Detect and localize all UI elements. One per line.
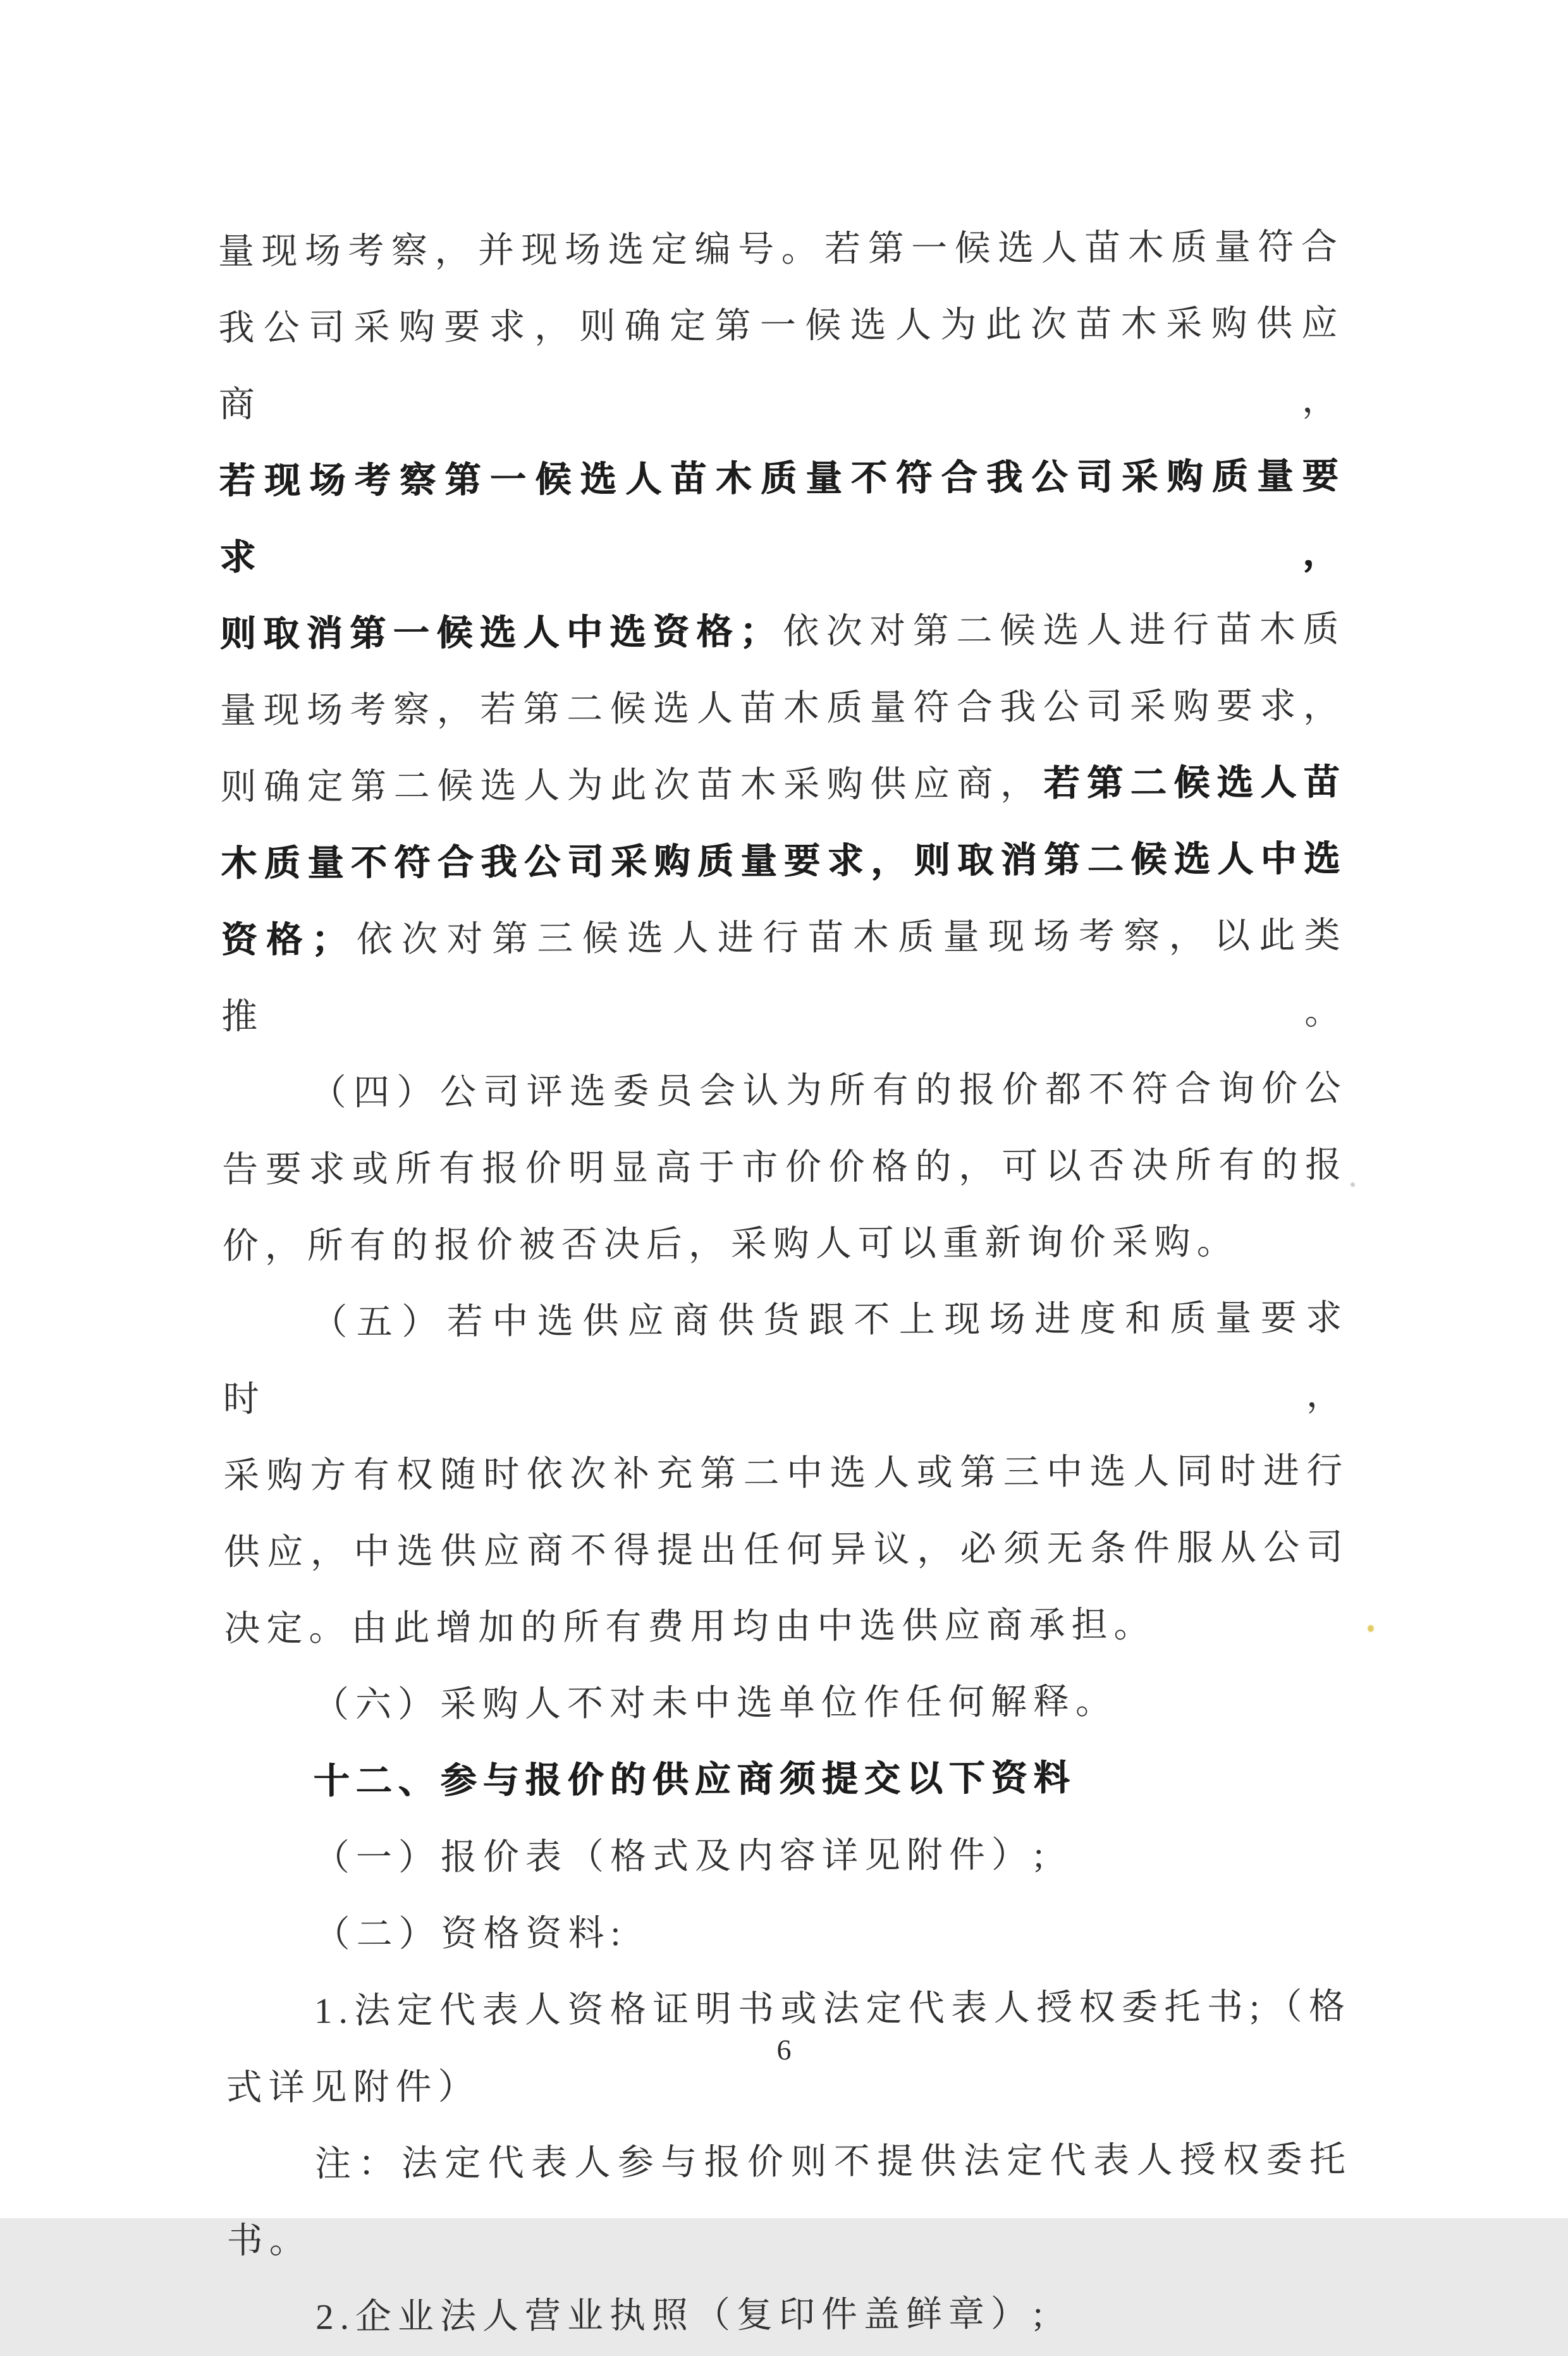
text-segment-bold: 若第二候选人苗 — [1043, 763, 1346, 804]
doc-line — [219, 591, 1345, 673]
text-segment: 则确定第二候选人为此次苗木采购供应商， — [220, 764, 1044, 807]
doc-line — [226, 2198, 1352, 2279]
doc-line — [222, 1203, 1348, 1285]
doc-line — [221, 897, 1347, 1055]
doc-line — [219, 438, 1345, 596]
text-segment: 式详见附件） — [226, 2067, 481, 2108]
text-segment: 价，所有的报价被否决后，采购人可以重新询价采购。 — [222, 1222, 1239, 1267]
text-segment: 依次对第三候选人进行苗木质量现场考察，以此类推。 — [221, 916, 1347, 1037]
text-segment: 量现场考察，若第二候选人苗木质量符合我公司采购要求， — [219, 686, 1346, 731]
text-segment: 供应，中选供应商不得提出任何异议，必须无条件服从公司 — [223, 1528, 1349, 1573]
text-segment: （一）报价表（格式及内容详见附件）; — [313, 1835, 1050, 1879]
doc-line — [218, 209, 1344, 290]
text-segment: 告要求或所有报价明显高于市价价格的，可以否决所有的报 — [222, 1145, 1348, 1190]
doc-line — [224, 1586, 1350, 1667]
doc-line — [223, 1433, 1349, 1514]
text-segment: 依次对第二候选人进行苗木质 — [781, 610, 1345, 653]
doc-line — [222, 1127, 1348, 1208]
text-segment: 1.法定代表人资格证明书或法定代表人授权委托书;（格 — [314, 1987, 1352, 2032]
text-segment: （二）资格资料: — [314, 1913, 627, 1955]
text-segment: （六）采购人不对未中选单位作任何解释。 — [312, 1681, 1118, 1726]
text-segment: 我公司采购要求，则确定第一候选人为此次苗木采购供应商， — [218, 304, 1345, 425]
text-segment-bold: 若现场考察第一候选人苗木质量不符合我公司采购质量要求， — [219, 457, 1345, 578]
text-segment-bold: 木质量不符合我公司采购质量要求，则取消第二候选人中选 — [220, 839, 1347, 884]
doc-line — [221, 1050, 1347, 1132]
doc-line — [224, 1662, 1351, 1744]
text-segment: 决定。由此增加的所有费用均由中选供应商承担。 — [224, 1605, 1156, 1649]
text-segment: （五）若中选供应商供货跟不上现场进度和质量要求时， — [223, 1298, 1349, 1420]
doc-line — [226, 2121, 1352, 2203]
text-segment: 2.企业法人营业执照（复印件盖鲜章）; — [315, 2294, 1050, 2338]
page-number: 6 — [776, 2034, 792, 2066]
scan-speck-gray — [1351, 1182, 1355, 1187]
text-segment: 采购方有权随时依次补充第二中选人或第三中选人同时进行 — [223, 1451, 1349, 1496]
text-segment-bold: 则取消第一候选人中选资格； — [219, 612, 782, 654]
doc-line — [225, 1892, 1351, 1973]
doc-line — [227, 2274, 1353, 2356]
text-segment: 书。 — [226, 2221, 312, 2261]
scan-speck-yellow — [1368, 1625, 1374, 1632]
text-segment: 注：法定代表人参与报价则不提供法定代表人授权委托 — [314, 2140, 1352, 2185]
doc-line — [221, 821, 1347, 902]
doc-line — [223, 1280, 1349, 1438]
doc-line — [220, 744, 1346, 826]
text-segment-bold: 十二、参与报价的供应商须提交以下资料 — [313, 1758, 1076, 1802]
doc-line — [218, 285, 1344, 443]
doc-line — [220, 668, 1346, 749]
text-segment: 量现场考察，并现场选定编号。若第一候选人苗木质量符合 — [217, 227, 1344, 272]
doc-line — [225, 1815, 1351, 1897]
text-segment-bold: 资格； — [221, 919, 354, 960]
text-segment: （四）公司评选委员会认为所有的报价都不符合询价公 — [310, 1069, 1347, 1114]
section-heading-line — [224, 1739, 1351, 1820]
doc-line — [224, 1509, 1350, 1591]
